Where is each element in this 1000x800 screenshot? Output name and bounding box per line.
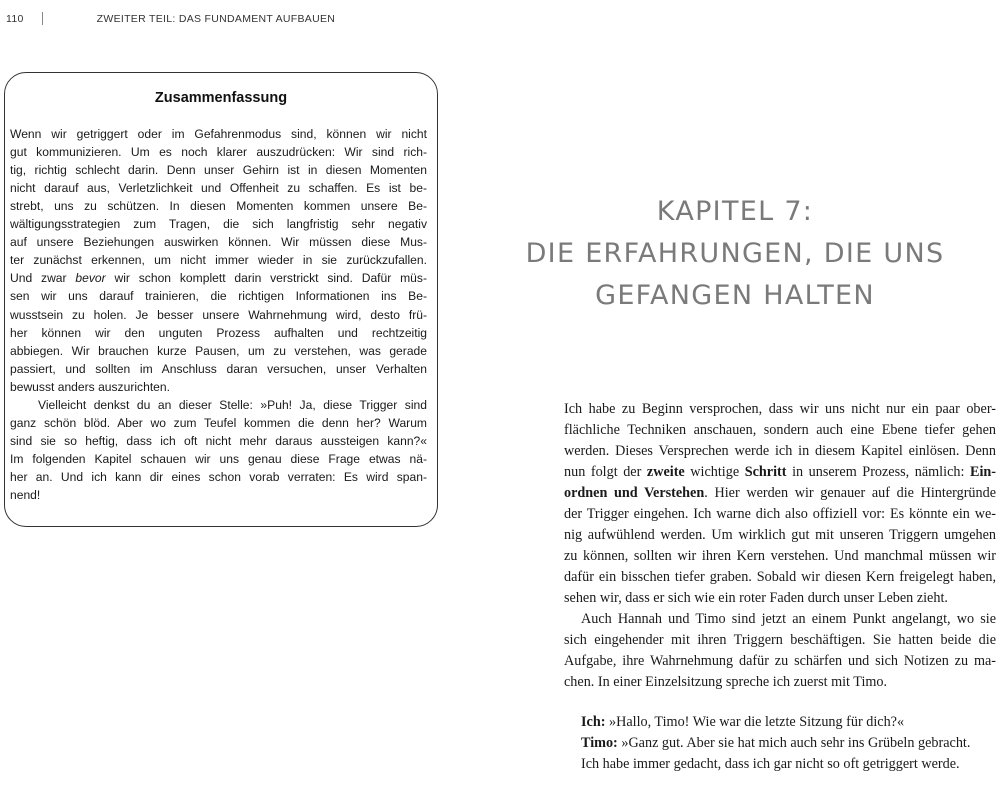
text-line: [10, 287, 427, 305]
text-segment: Aufgabe, ihre Wahrnehmung dafür zu schärfen und sich Notizen zu ma-: [564, 653, 996, 669]
text-segment: auf unsere Beziehungen auswirken können. Wir müssen diese Mus-: [10, 235, 427, 250]
bold-text: Ich:: [581, 714, 606, 730]
text-segment: nend!: [10, 488, 41, 502]
text-segment: sehen wir, dass er sich wie ein roter Faden durch unser Leben zieht.: [564, 590, 948, 606]
text-segment: wir schon komplett darin verstrickt sind. Dafür müs-: [105, 271, 427, 286]
header-divider: [42, 12, 43, 25]
summary-box: [4, 72, 438, 527]
text-line: [581, 733, 970, 754]
text-line: [581, 712, 904, 733]
text-segment: Wenn wir getriggert oder im Gefahrenmodus sind, können wir nicht: [10, 127, 427, 141]
right-page: [470, 0, 1000, 800]
text-segment: »Ganz gut. Aber sie hat mich auch sehr ins Grübeln gebracht.: [617, 735, 971, 751]
text-segment: sich eingehender mit ihren Triggern beschäftigen. Sie hatten beide die: [564, 632, 996, 648]
text-segment: ter zunächst erkennen, um nicht immer wieder in sie zurückzufallen.: [10, 253, 427, 268]
left-page: [0, 0, 470, 800]
text-line: [564, 567, 996, 588]
text-line: [564, 441, 996, 462]
text-segment: gut kommunizieren. Um es noch klarer auszudrücken: Wir sind rich-: [10, 145, 427, 160]
text-line: [581, 754, 960, 775]
text-line: [10, 468, 427, 486]
text-line: [10, 432, 427, 450]
text-segment: dafür ein bisschen tiefer graben. Sobald wir diesen Kern freigelegt haben,: [564, 569, 996, 585]
text-segment: zu können, sollten wir ihren Kern verstehen. Und manchmal müssen wir: [564, 548, 996, 564]
text-segment: der Trigger eingehen. Ich warne dich also offiziell vor: Es könnte ein we-: [564, 506, 996, 522]
text-line: [564, 672, 996, 693]
text-segment: Ich habe immer gedacht, dass ich gar nicht so oft getriggert werde.: [581, 756, 960, 772]
text-segment: wusstsein zu holen. Je besser unsere Wahrnehmung wird, desto frü-: [10, 307, 427, 322]
text-line: [10, 197, 427, 215]
text-segment: chen. In einer Einzelsitzung spreche ich zuerst mit Timo.: [564, 674, 888, 690]
text-segment: »Hallo, Timo! Wie war die letzte Sitzung für dich?«: [605, 714, 905, 730]
text-line: [10, 269, 427, 287]
text-segment: wältigungsstrategien zum Tragen, die sich langfristig sehr negativ: [10, 217, 427, 232]
text-segment: Ich habe zu Beginn versprochen, dass wir uns nicht nur ein paar ober-: [564, 401, 996, 417]
text-line: [564, 483, 996, 504]
text-line: [10, 251, 427, 269]
text-line: [10, 342, 427, 360]
text-line: [564, 630, 996, 651]
text-line: [564, 504, 996, 525]
text-segment: her können wir den unguten Prozess aufhalten und rechtzeitig: [10, 325, 427, 340]
text-line: [564, 546, 996, 567]
running-title: ZWEITER TEIL: DAS FUNDAMENT AUFBAUEN: [96, 13, 336, 25]
text-line: [10, 324, 427, 342]
text-segment: abbiegen. Wir brauchen kurze Pausen, um zu verstehen, was gerade: [10, 343, 427, 358]
text-line: [564, 399, 996, 420]
chapter-title-line-2: DIE ERFAHRUNGEN, DIE UNS: [525, 238, 945, 269]
text-segment: nig aufwühlend werden. Um wirklich gut mit unseren Triggern umgehen: [564, 527, 996, 543]
text-line: [10, 414, 427, 432]
italic-text: bevor: [75, 271, 106, 286]
text-line: [10, 161, 427, 179]
summary-title: Zusammenfassung: [154, 90, 288, 106]
text-segment: nicht darauf aus, Verletzlichkeit und Offenheit zu schaffen. Es ist be-: [10, 181, 427, 196]
text-line: [564, 462, 996, 483]
text-segment: Vielleicht denkst du an dieser Stelle: »Puh! Ja, diese Trigger sind: [38, 397, 427, 412]
text-segment: her an. Und ich kann dir eines schon vorab verraten: Es wird span-: [10, 469, 427, 484]
text-segment: Und zwar: [10, 271, 76, 286]
bold-text: ordnen und Verstehen: [564, 485, 705, 501]
text-line: [10, 450, 427, 468]
text-line: [10, 360, 427, 378]
text-segment: sind sie so heftig, dass ich oft nicht mehr daraus aussteigen kann?«: [10, 433, 427, 448]
text-segment: passiert, und sollten im Anschluss daran versuchen, unser Verhalten: [10, 361, 427, 376]
text-line: [10, 125, 427, 143]
text-line: [10, 215, 427, 233]
text-segment: Auch Hannah und Timo sind jetzt an einem Punkt angelangt, wo sie: [581, 611, 996, 627]
text-line: [10, 306, 427, 324]
text-line: [564, 525, 996, 546]
bold-text: zweite: [646, 464, 685, 480]
chapter-title-line-1: KAPITEL 7:: [656, 196, 814, 227]
bold-text: Schritt: [744, 464, 787, 480]
text-line: [564, 651, 996, 672]
text-segment: bewusst anders auszurichten.: [10, 379, 170, 394]
text-segment: tig, richtig schlecht darin. Denn unser Gehirn ist in diesen Momenten: [10, 163, 427, 178]
text-line: [564, 609, 996, 630]
text-line: [10, 486, 427, 504]
text-line: [10, 179, 427, 197]
bold-text: Timo:: [581, 735, 618, 751]
bold-text: Ein-: [969, 464, 997, 480]
text-segment: Im folgenden Kapitel schauen wir uns genau diese Frage etwas nä-: [10, 451, 427, 466]
text-line: [10, 233, 427, 251]
text-segment: ganz schön blöd. Aber wo zum Teufel kommen die denn her? Warum: [10, 415, 427, 430]
text-segment: strebt, uns zu schützen. In diesen Momenten kommen unsere Be-: [10, 199, 427, 214]
text-segment: werden. Dieses Versprechen werde ich in diesem Kapitel einlösen. Denn: [564, 443, 996, 459]
chapter-title-line-3: GEFANGEN HALTEN: [595, 280, 875, 311]
text-segment: nun folgt der: [564, 464, 647, 480]
running-header: [6, 12, 335, 25]
text-line: [564, 588, 996, 609]
text-line: [10, 143, 427, 161]
text-segment: . Hier werden wir genauer auf die Hintergründe: [704, 485, 996, 501]
text-segment: flächliche Techniken anschauen, sondern auch eine Ebene tiefer gehen: [564, 422, 996, 438]
text-line: [10, 396, 427, 414]
text-line: [10, 378, 427, 396]
text-segment: wichtige: [684, 464, 745, 480]
text-line: [564, 420, 996, 441]
page-number: 110: [6, 13, 24, 25]
text-segment: sen wir uns darauf trainieren, die richtigen Informationen ins Be-: [10, 289, 427, 304]
text-segment: in unserem Prozess, nämlich:: [786, 464, 970, 480]
